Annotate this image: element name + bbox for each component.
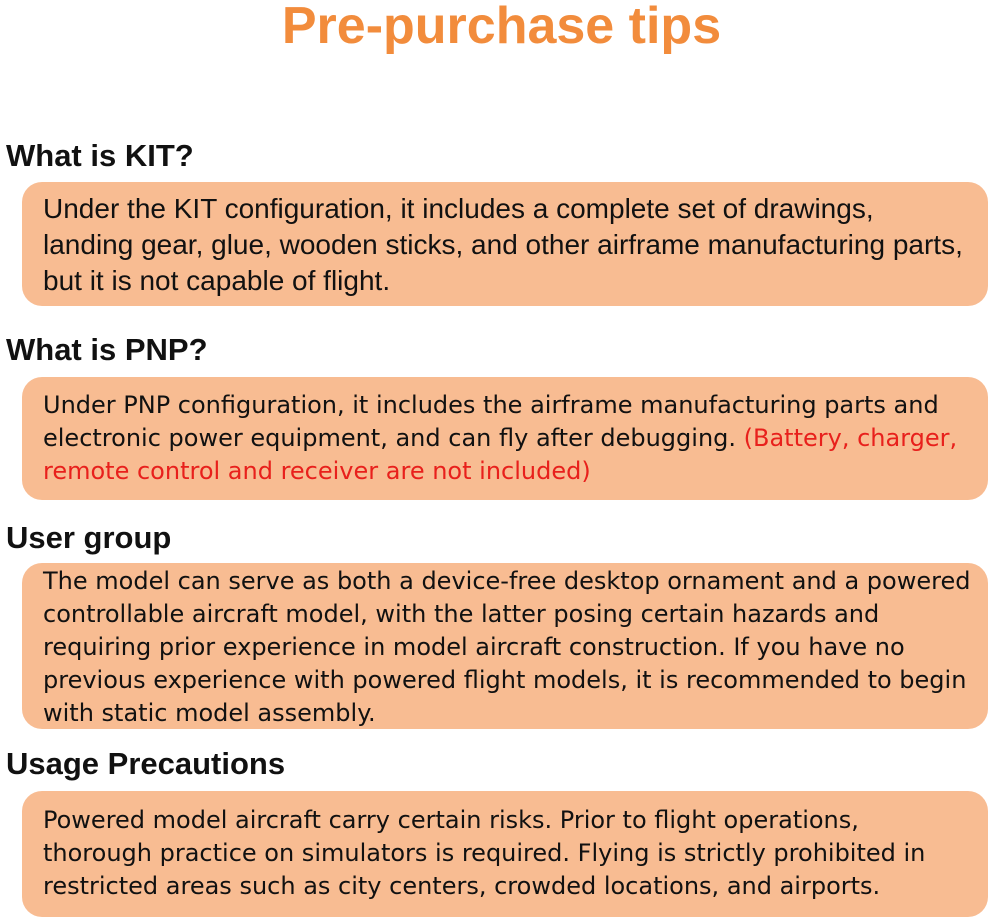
pnp-info-box (22, 377, 988, 500)
kit-info-box (22, 182, 988, 306)
usage-precautions-heading: Usage Precautions (6, 746, 286, 781)
usage-precautions-description: Powered model aircraft carry certain risks. Prior to flight operations, thorough practice on simulators is required. Flying is strictly prohibited in restricted areas such as city centers, crowded locations, and airports. (43, 806, 926, 900)
pnp-exclusion-note: (Battery, charger, remote control and receiver are not included) (43, 424, 958, 485)
user-group-description: The model can serve as both a device-free desktop ornament and a powered controllable aircraft model, with the latter posing certain hazards and requiring prior experience in model aircraft construction. If you have no previous experience with powered flight models, it is recommended to begin with static model assembly. (43, 567, 971, 727)
pnp-heading: What is PNP? (6, 332, 208, 367)
usage-precautions-info-box (22, 791, 988, 917)
kit-heading: What is KIT? (6, 138, 194, 173)
user-group-info-box (22, 563, 988, 729)
page-title: Pre-purchase tips (281, 0, 722, 55)
pnp-body-text: Under PNP configuration, it includes the airframe manufacturing parts and electronic power equipment, and can fly after debugging. (43, 391, 939, 452)
user-group-heading: User group (6, 520, 172, 555)
pnp-description (43, 389, 970, 488)
kit-description: Under the KIT configuration, it includes a complete set of drawings, landing gear, glue, wooden sticks, and other airframe manufacturing parts, but it is not capable of flight. (43, 193, 963, 296)
